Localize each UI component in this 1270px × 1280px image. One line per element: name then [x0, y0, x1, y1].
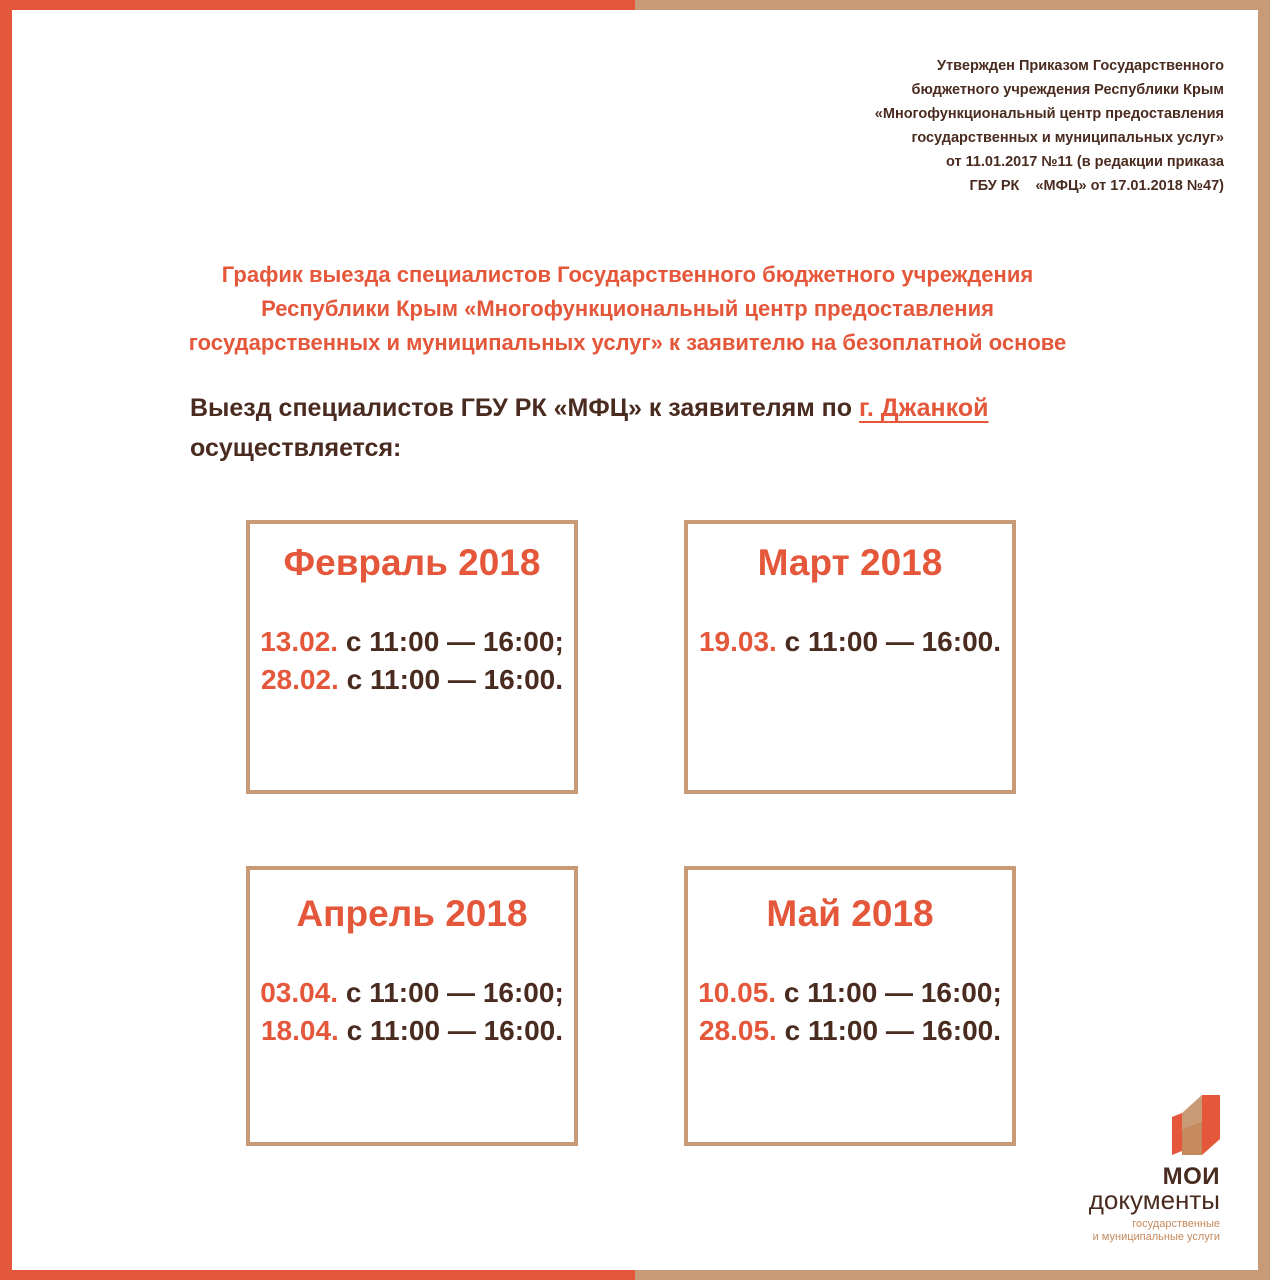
- visit-line: [250, 623, 574, 661]
- visit-time: с 11:00 — 16:00;: [776, 977, 1002, 1008]
- approval-line: от 11.01.2017 №11 (в редакции приказа: [945, 154, 1224, 170]
- visit-list: [688, 974, 1012, 1050]
- card-month: Май 2018: [766, 893, 934, 934]
- moi-dokumenty-logo: [1020, 1095, 1220, 1245]
- logo-subtitle-2: и муниципальные услуги: [1092, 1231, 1220, 1243]
- visit-time: с 11:00 — 16:00.: [776, 626, 1001, 657]
- visit-date: 28.02.: [260, 664, 339, 695]
- visit-time: с 11:00 — 16:00;: [338, 977, 564, 1008]
- visit-line: [688, 974, 1012, 1012]
- intro-text: [190, 388, 1150, 468]
- visit-list: [250, 623, 574, 699]
- card-month: Апрель 2018: [296, 893, 528, 934]
- page-title: [40, 258, 1215, 360]
- visit-list: [688, 623, 1012, 661]
- visit-date: 10.05.: [698, 977, 777, 1008]
- intro-suffix: осуществляется:: [190, 434, 402, 462]
- logo-title-2: документы: [1088, 1185, 1220, 1215]
- visit-line: [688, 1012, 1012, 1050]
- frame-bottom-left: [0, 1270, 635, 1280]
- logo-mark-icon: [1172, 1095, 1220, 1155]
- frame-top-right: [635, 0, 1270, 10]
- logo-title-1: МОИ: [1162, 1163, 1220, 1190]
- schedule-card-march: [684, 520, 1016, 794]
- frame-bottom-right: [635, 1270, 1270, 1280]
- schedule-card-may: [684, 866, 1016, 1146]
- approval-line: «Многофункциональный центр предоставления: [874, 106, 1224, 122]
- schedule-card-april: [246, 866, 578, 1146]
- visit-date: 03.04.: [260, 977, 339, 1008]
- intro-prefix: Выезд специалистов ГБУ РК «МФЦ» к заявителям по: [190, 394, 859, 422]
- approval-line: ГБУ РК «МФЦ» от 17.01.2018 №47): [969, 178, 1224, 194]
- visit-date: 13.02.: [260, 626, 339, 657]
- visit-date: 19.03.: [698, 626, 777, 657]
- visit-list: [250, 974, 574, 1050]
- frame-left: [0, 0, 12, 1280]
- card-month: Март 2018: [757, 542, 943, 583]
- visit-time: с 11:00 — 16:00.: [338, 664, 563, 695]
- approval-line: Утвержден Приказом Государственного: [937, 58, 1224, 74]
- schedule-card-february: [246, 520, 578, 794]
- title-line: Республики Крым «Многофункциональный центр предоставления: [261, 296, 994, 321]
- visit-line: [688, 623, 1012, 661]
- title-line: государственных и муниципальных услуг» к заявителю на безоплатной основе: [188, 330, 1067, 355]
- visit-time: с 11:00 — 16:00.: [338, 1015, 563, 1046]
- card-month: Февраль 2018: [283, 542, 541, 583]
- frame-top-left: [0, 0, 635, 10]
- frame-right: [1258, 0, 1270, 1280]
- approval-note: [804, 54, 1224, 198]
- approval-line: государственных и муниципальных услуг»: [911, 130, 1224, 146]
- visit-date: 28.05.: [698, 1015, 777, 1046]
- visit-line: [250, 1012, 574, 1050]
- title-line: График выезда специалистов Государственного бюджетного учреждения: [221, 262, 1034, 287]
- approval-line: бюджетного учреждения Республики Крым: [911, 82, 1224, 98]
- visit-date: 18.04.: [260, 1015, 339, 1046]
- visit-line: [250, 974, 574, 1012]
- city-link[interactable]: г. Джанкой: [858, 394, 989, 422]
- visit-time: с 11:00 — 16:00.: [776, 1015, 1001, 1046]
- visit-line: [250, 661, 574, 699]
- logo-subtitle-1: государственные: [1132, 1218, 1220, 1230]
- visit-time: с 11:00 — 16:00;: [338, 626, 564, 657]
